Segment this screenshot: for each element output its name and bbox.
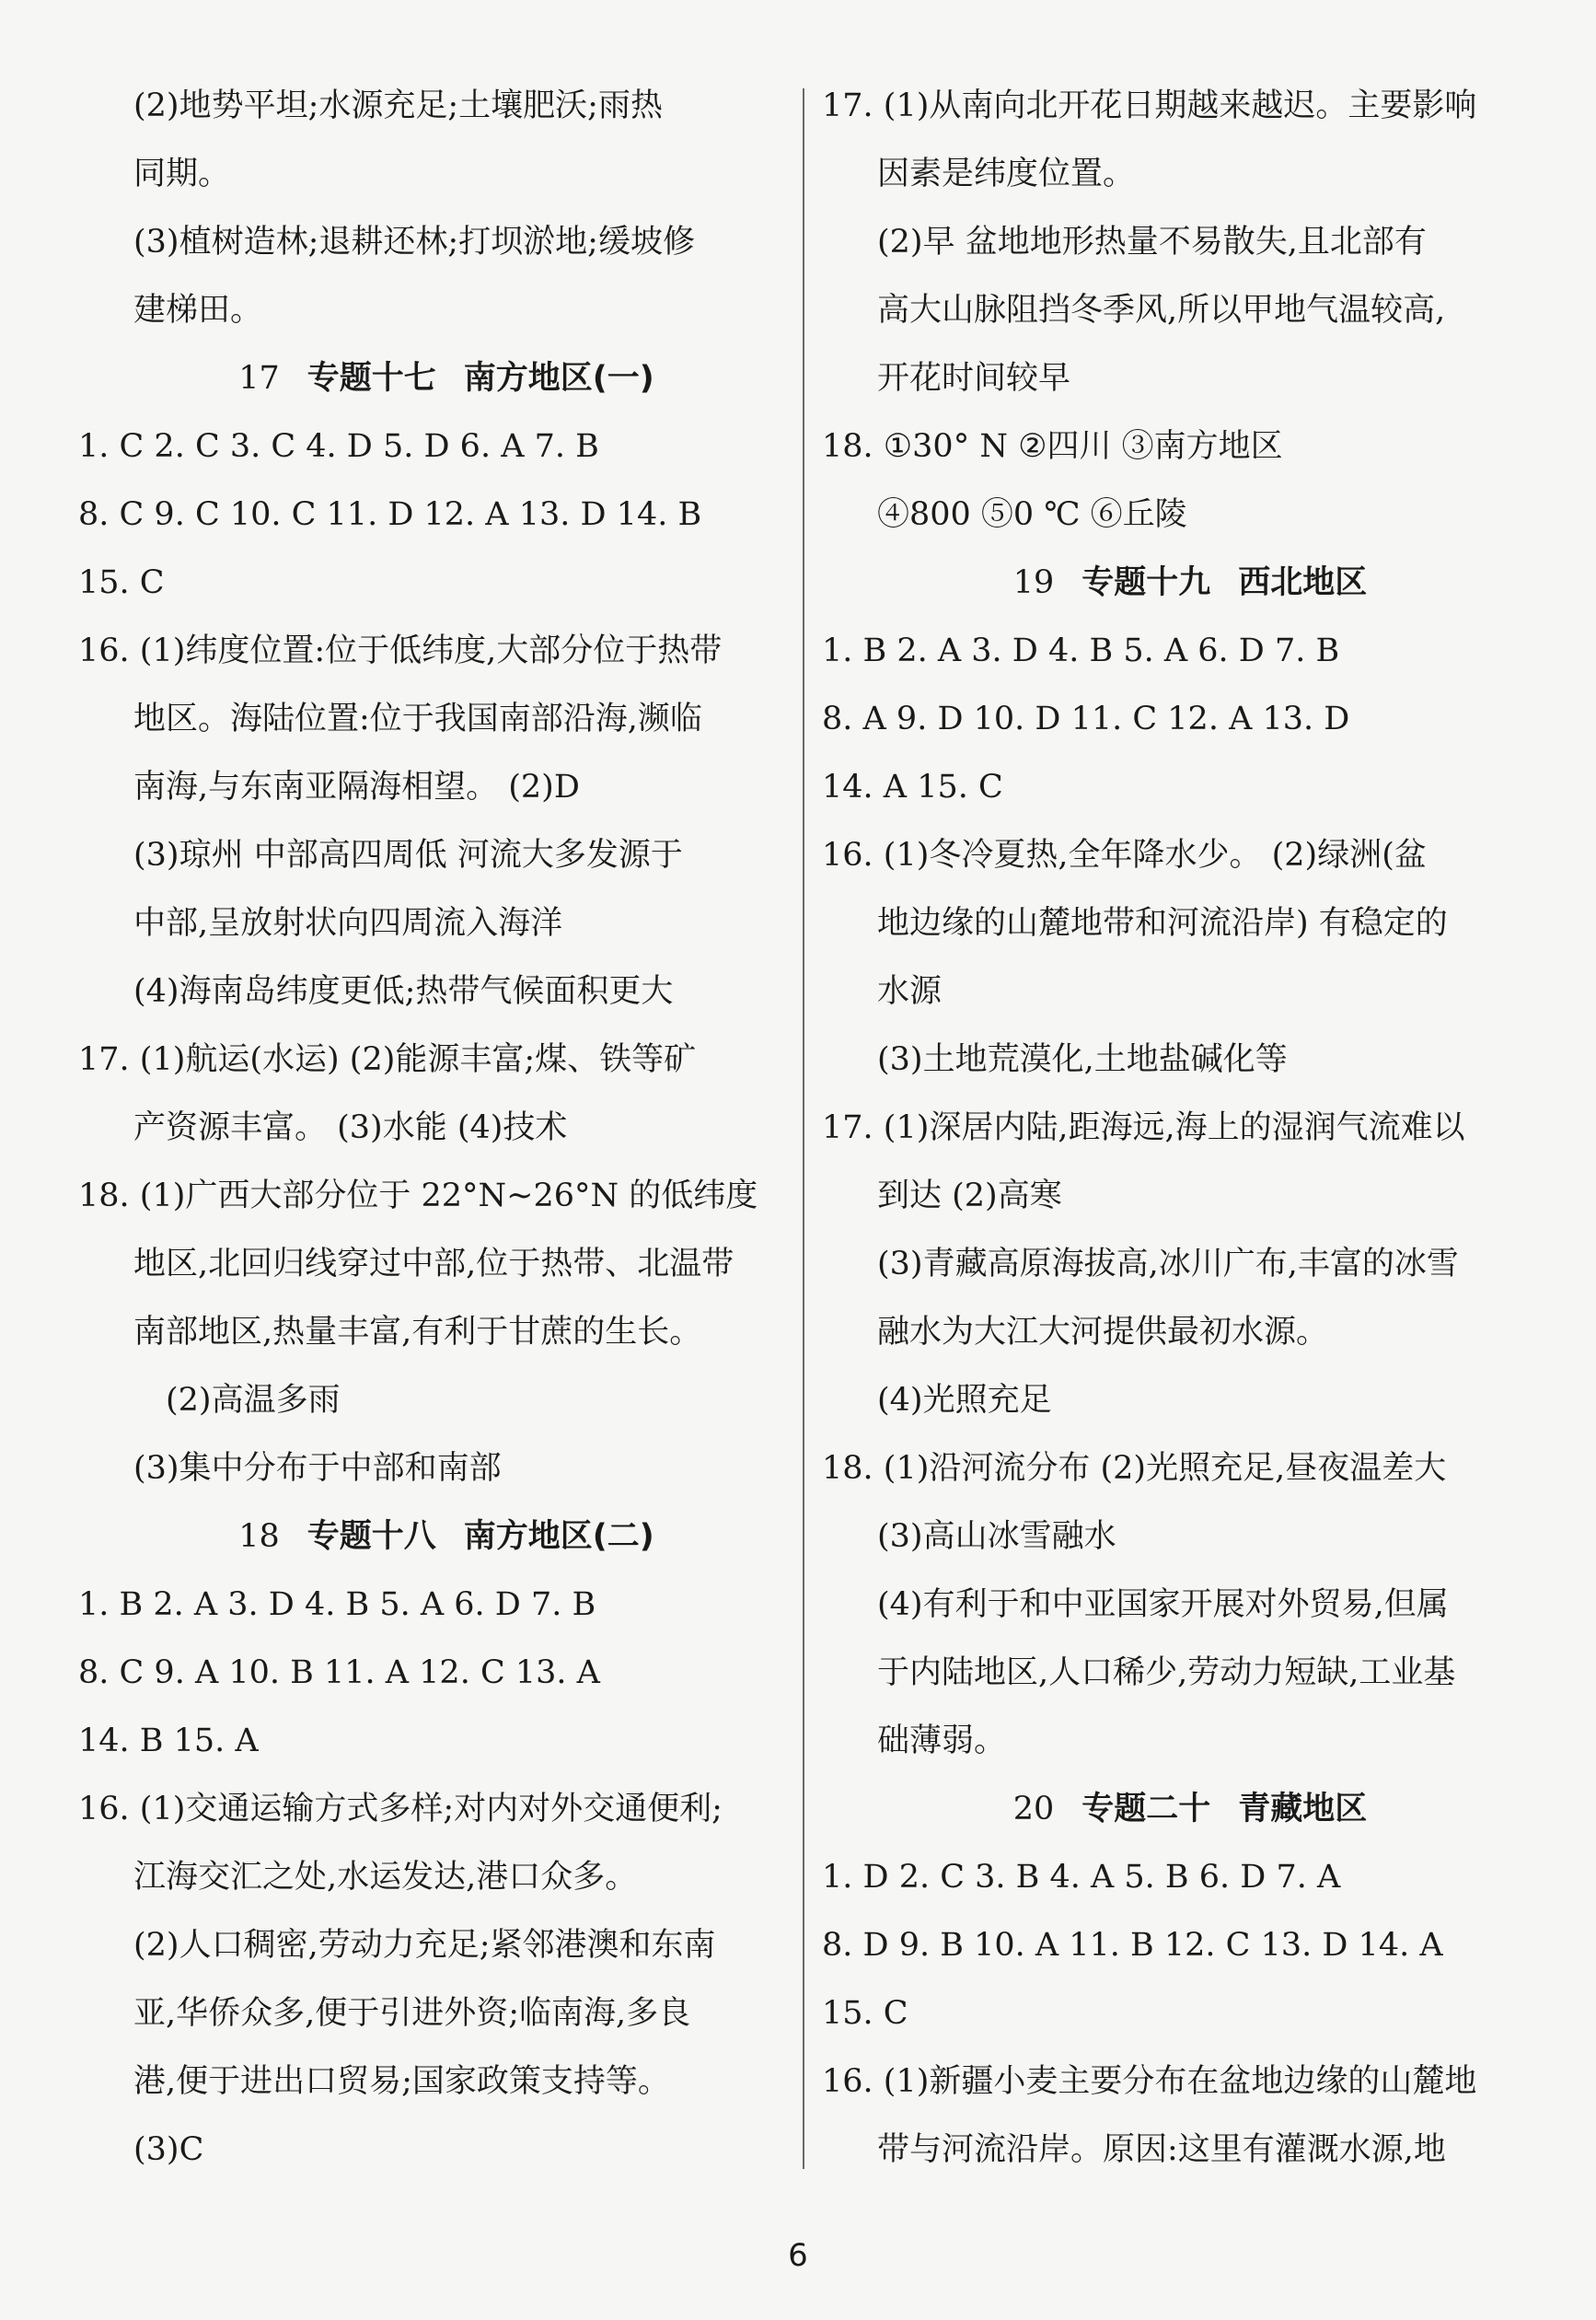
answer-line: 1. B 2. A 3. D 4. B 5. A 6. D 7. B (78, 1586, 596, 1623)
section-topic: 专题十八 (306, 1518, 436, 1555)
answer-continuation: (4)有利于和中亚国家开展对外贸易,但属 (877, 1586, 1449, 1623)
answer-continuation: 港,便于进出口贸易;国家政策支持等。 (133, 2063, 670, 2100)
answer-continuation: 地区。海陆位置:位于我国南部沿海,濒临 (133, 701, 702, 737)
answer-continuation: (2)地势平坦;水源充足;土壤肥沃;雨热 (133, 87, 663, 124)
answer-line: 16. (1)冬冷夏热,全年降水少。 (2)绿洲(盆 (822, 837, 1427, 874)
answer-line: 1. D 2. C 3. B 4. A 5. B 6. D 7. A (822, 1859, 1341, 1896)
answer-line: 18. (1)沿河流分布 (2)光照充足,昼夜温差大 (822, 1450, 1447, 1487)
section-number: 18 (238, 1518, 280, 1555)
answer-line: 8. C 9. C 10. C 11. D 12. A 13. D 14. B (78, 496, 702, 533)
answer-line: 18. (1)广西大部分位于 22°N~26°N 的低纬度 (78, 1177, 758, 1214)
answer-continuation: 地区,北回归线穿过中部,位于热带、北温带 (133, 1246, 734, 1282)
answer-line: 18. ①30° N ②四川 ③南方地区 (822, 428, 1283, 465)
answer-continuation: ④800 ⑤0 ℃ ⑥丘陵 (877, 496, 1187, 533)
answer-continuation: 高大山脉阻挡冬季风,所以甲地气温较高, (877, 292, 1446, 329)
answer-line: 1. C 2. C 3. C 4. D 5. D 6. A 7. B (78, 428, 599, 465)
answer-continuation: 础薄弱。 (877, 1723, 1007, 1759)
answer-continuation: 产资源丰富。 (3)水能 (4)技术 (133, 1109, 568, 1146)
answer-line: 14. B 15. A (78, 1723, 259, 1759)
section-title: 青藏地区 (1238, 1791, 1368, 1827)
answer-line: 16. (1)交通运输方式多样;对内对外交通便利; (78, 1791, 723, 1827)
answer-continuation: 到达 (2)高寒 (877, 1177, 1062, 1214)
section-number: 19 (1012, 564, 1055, 601)
section-title: 南方地区(二) (463, 1518, 654, 1555)
answer-continuation: 带与河流沿岸。原因:这里有灌溉水源,地 (877, 2131, 1446, 2168)
section-heading (78, 344, 815, 412)
section-number: 20 (1012, 1791, 1055, 1827)
answer-continuation: (2)高温多雨 (166, 1382, 341, 1419)
answer-line: 15. C (78, 564, 165, 601)
answer-continuation: 水源 (877, 973, 943, 1010)
answer-continuation: 开花时间较早 (877, 360, 1071, 397)
answer-continuation: 南海,与东南亚隔海相望。 (2)D (133, 769, 580, 806)
section-topic: 专题十七 (306, 360, 436, 397)
answer-continuation: 建梯田。 (133, 292, 263, 329)
section-number: 17 (238, 360, 280, 397)
left-column (78, 72, 815, 2184)
answer-continuation: (3)集中分布于中部和南部 (133, 1450, 502, 1487)
answer-continuation: (3)植树造林;退耕还林;打坝淤地;缓坡修 (133, 224, 695, 261)
answer-continuation: (3)土地荒漠化,土地盐碱化等 (877, 1041, 1288, 1078)
section-topic: 专题二十 (1081, 1791, 1211, 1827)
section-topic: 专题十九 (1081, 564, 1211, 601)
column-divider (803, 88, 804, 2169)
answer-continuation: (4)光照充足 (877, 1382, 1052, 1419)
page-number: 6 (788, 2237, 808, 2274)
answer-line: 17. (1)深居内陆,距海远,海上的湿润气流难以 (822, 1109, 1465, 1146)
answer-line: 8. D 9. B 10. A 11. B 12. C 13. D 14. A (822, 1927, 1443, 1964)
answer-continuation: 因素是纬度位置。 (877, 156, 1136, 192)
answer-continuation: (2)人口稠密,劳动力充足;紧邻港澳和东南 (133, 1927, 716, 1964)
answer-continuation: (3)琼州 中部高四周低 河流大多发源于 (133, 837, 683, 874)
answer-continuation: 同期。 (133, 156, 231, 192)
answer-continuation: 融水为大江大河提供最初水源。 (877, 1314, 1329, 1351)
answer-line: 1. B 2. A 3. D 4. B 5. A 6. D 7. B (822, 632, 1340, 669)
answer-line: 8. C 9. A 10. B 11. A 12. C 13. A (78, 1654, 600, 1691)
answer-continuation: (2)早 盆地地形热量不易散失,且北部有 (877, 224, 1427, 261)
section-title: 西北地区 (1238, 564, 1368, 601)
answer-continuation: (4)海南岛纬度更低;热带气候面积更大 (133, 973, 674, 1010)
answer-continuation: 于内陆地区,人口稀少,劳动力短缺,工业基 (877, 1654, 1456, 1691)
answer-line: 8. A 9. D 10. D 11. C 12. A 13. D (822, 701, 1350, 737)
answer-line: 15. C (822, 1995, 908, 2032)
section-title: 南方地区(一) (463, 360, 654, 397)
answer-line: 14. A 15. C (822, 769, 1003, 806)
answer-continuation: 南部地区,热量丰富,有利于甘蔗的生长。 (133, 1314, 702, 1351)
section-heading (78, 1502, 815, 1571)
right-column (822, 72, 1558, 2184)
section-heading (822, 549, 1558, 617)
answer-continuation: (3)C (133, 2131, 204, 2168)
answer-line: 16. (1)新疆小麦主要分布在盆地边缘的山麓地 (822, 2063, 1477, 2100)
answer-continuation: 江海交汇之处,水运发达,港口众多。 (133, 1859, 638, 1896)
answer-continuation: 中部,呈放射状向四周流入海洋 (133, 905, 563, 942)
answer-continuation: (3)高山冰雪融水 (877, 1518, 1116, 1555)
answer-line: 17. (1)航运(水运) (2)能源丰富;煤、铁等矿 (78, 1041, 697, 1078)
section-heading (822, 1775, 1558, 1843)
answer-continuation: (3)青藏高原海拔高,冰川广布,丰富的冰雪 (877, 1246, 1459, 1282)
answer-continuation: 亚,华侨众多,便于引进外资;临南海,多良 (133, 1995, 691, 2032)
answer-line: 16. (1)纬度位置:位于低纬度,大部分位于热带 (78, 632, 723, 669)
answer-continuation: 地边缘的山麓地带和河流沿岸) 有稳定的 (877, 905, 1448, 942)
answer-line: 17. (1)从南向北开花日期越来越迟。主要影响 (822, 87, 1477, 124)
